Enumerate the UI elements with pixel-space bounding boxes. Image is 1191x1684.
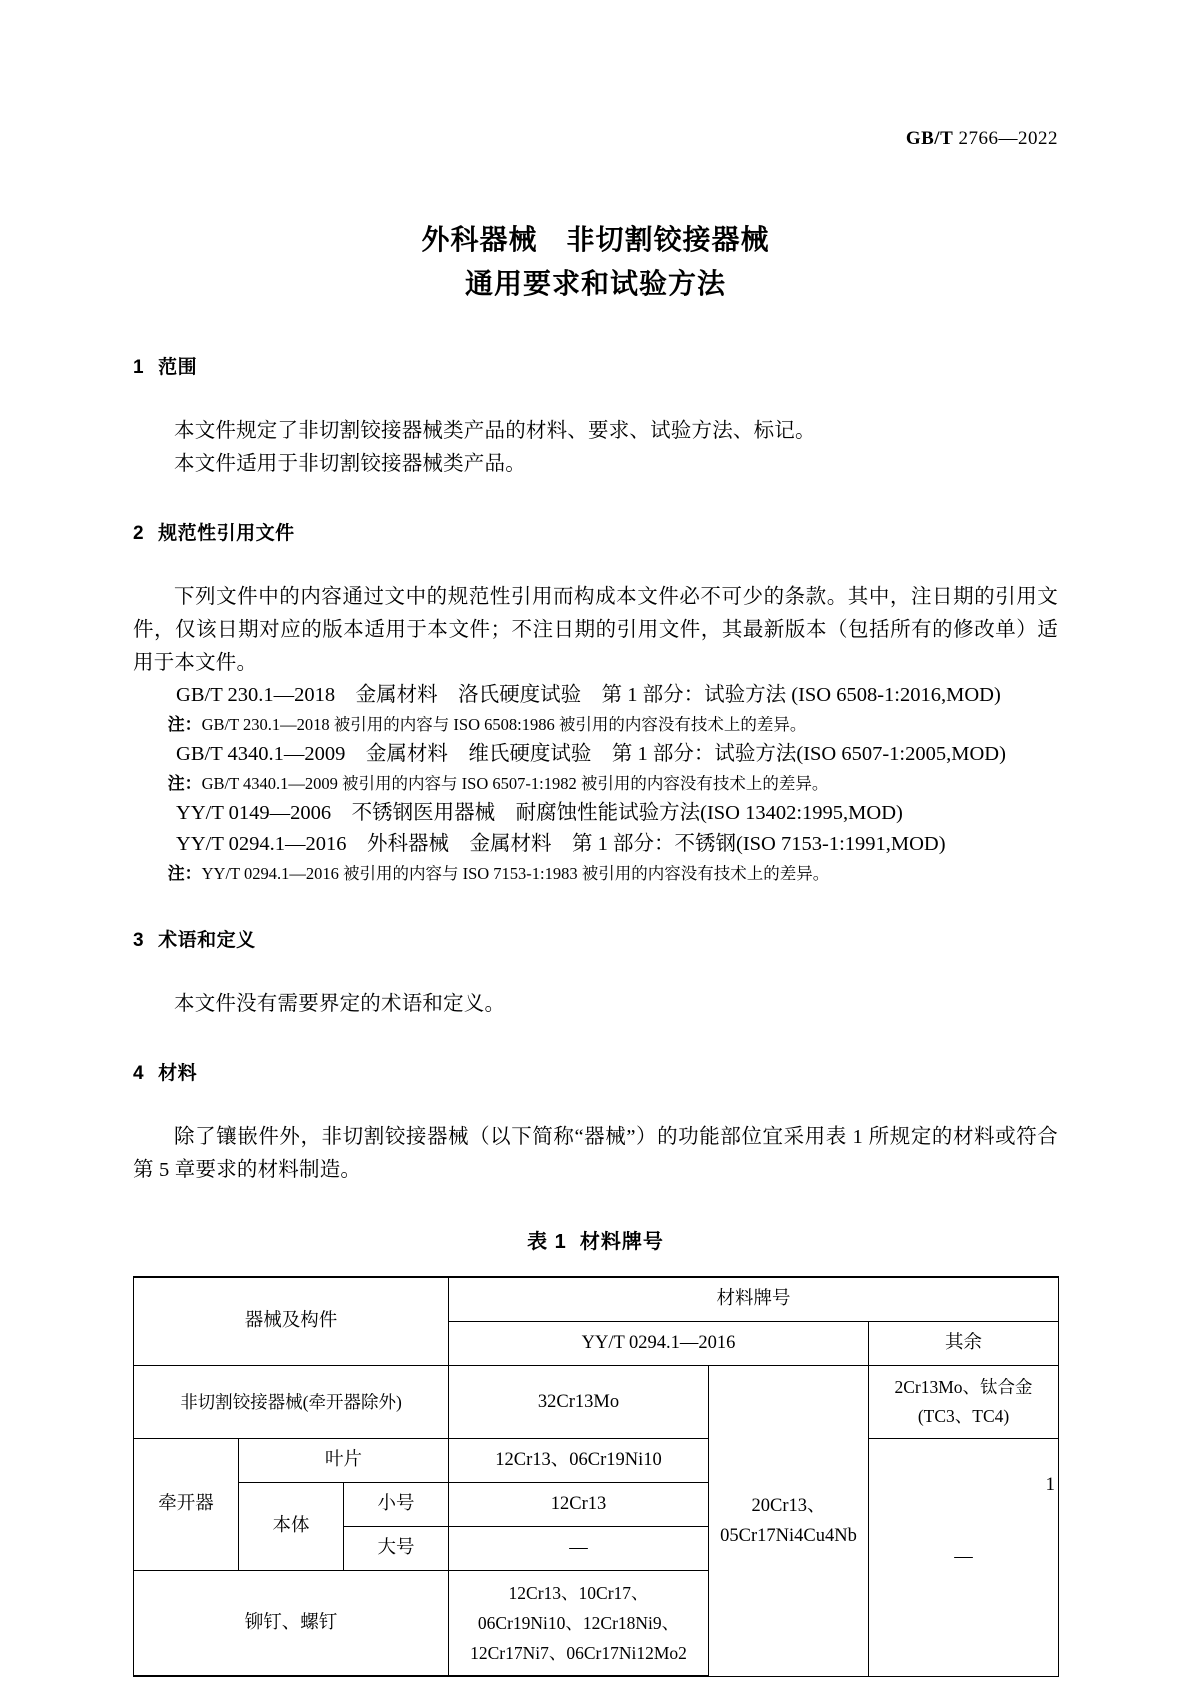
reference-item: GB/T 230.1—2018 金属材料 洛氏硬度试验 第 1 部分：试验方法 (ISO 6508-1:2016,MOD) xyxy=(176,684,1001,706)
reference-item: YY/T 0149—2006 不锈钢医用器械 耐腐蚀性能试验方法(ISO 13402:1995,MOD) xyxy=(176,802,903,824)
cell-merged-grades xyxy=(709,1366,869,1677)
header-cell-yyt-standard: YY/T 0294.1—2016 xyxy=(449,1322,869,1366)
reference-item: GB/T 4340.1—2009 金属材料 维氏硬度试验 第 1 部分：试验方法(ISO 6507-1:2005,MOD) xyxy=(176,743,1006,765)
clause-number-1: 1 xyxy=(133,357,145,378)
merged-grade-line-1: 20Cr13、 xyxy=(751,1495,826,1516)
clause-title-1: 范围 xyxy=(158,357,198,378)
clause-4-paragraph-1: 除了镶嵌件外，非切割铰接器械（以下简称“器械”）的功能部位宜采用表 1 所规定的材料或符合第 5 章要求的材料制造。 xyxy=(133,1126,1058,1181)
cell-blade-grade: 12Cr13、06Cr19Ni10 xyxy=(449,1439,709,1483)
cell-body-small-name: 小号 xyxy=(344,1483,449,1527)
clause-heading-4 xyxy=(133,1061,1058,1087)
standard-number: 2766—2022 xyxy=(958,128,1058,149)
cell-other-grade: 2Cr13Mo、钛合金(TC3、TC4) xyxy=(869,1366,1059,1439)
cell-body-small-grade: 12Cr13 xyxy=(449,1483,709,1527)
header-cell-other: 其余 xyxy=(869,1322,1059,1366)
table-row xyxy=(134,1439,1059,1483)
clause-number-2: 2 xyxy=(133,523,145,544)
note-text: YY/T 0294.1—2016 被引用的内容与 ISO 7153-1:1983 被引用的内容没有技术上的差异。 xyxy=(201,864,830,883)
note-label: 注： xyxy=(167,774,202,793)
clause-heading-3 xyxy=(133,928,1058,954)
page-title xyxy=(0,218,1191,306)
clause-title-3: 术语和定义 xyxy=(158,930,256,951)
header-cell-device: 器械及构件 xyxy=(134,1277,449,1366)
header-cell-group: 材料牌号 xyxy=(449,1277,1059,1322)
reference-item: YY/T 0294.1—2016 外科器械 金属材料 第 1 部分：不锈钢(ISO 7153-1:1991,MOD) xyxy=(176,833,946,855)
clause-1-paragraph-2: 本文件适用于非切割铰接器械类产品。 xyxy=(174,453,526,475)
clause-1-paragraph-1: 本文件规定了非切割铰接器械类产品的材料、要求、试验方法、标记。 xyxy=(174,420,816,442)
note-text: GB/T 230.1—2018 被引用的内容与 ISO 6508:1986 被引用的内容没有技术上的差异。 xyxy=(201,715,807,734)
standard-prefix: GB/T xyxy=(905,128,954,149)
cell-body-large-grade: — xyxy=(449,1527,709,1571)
note-label: 注： xyxy=(167,864,202,883)
clause-title-2: 规范性引用文件 xyxy=(158,523,295,544)
reference-note xyxy=(133,711,1058,739)
table-header-row xyxy=(134,1277,1059,1322)
cell-rivet-grades xyxy=(449,1571,709,1677)
cell-other-dash: — xyxy=(869,1439,1059,1677)
page-number: 1 xyxy=(1045,1474,1055,1495)
document-body xyxy=(133,355,1058,1677)
clause-heading-2 xyxy=(133,521,1058,547)
cell-retractor-group: 牵开器 xyxy=(134,1439,239,1571)
cell-device-name: 非切割铰接器械(牵开器除外) xyxy=(134,1366,449,1439)
reference-note xyxy=(133,860,1058,888)
cell-yyt-grade: 32Cr13Mo xyxy=(449,1366,709,1439)
table-caption xyxy=(133,1225,1058,1254)
table-row xyxy=(134,1366,1059,1439)
note-label: 注： xyxy=(167,715,202,734)
material-grade-table xyxy=(133,1276,1059,1677)
clause-number-4: 4 xyxy=(133,1063,145,1084)
clause-number-3: 3 xyxy=(133,930,145,951)
clause-heading-1 xyxy=(133,355,1058,381)
clause-title-4: 材料 xyxy=(158,1063,198,1084)
note-text: GB/T 4340.1—2009 被引用的内容与 ISO 6507-1:1982 被引用的内容没有技术上的差异。 xyxy=(201,774,829,793)
running-header xyxy=(906,128,1058,150)
table-caption-title: 材料牌号 xyxy=(579,1231,664,1253)
table-caption-label: 表 1 xyxy=(527,1231,567,1253)
merged-grade-line-2: 05Cr17Ni4Cu4Nb xyxy=(720,1525,857,1546)
cell-rivet-name: 铆钉、螺钉 xyxy=(134,1571,449,1677)
title-line-2: 通用要求和试验方法 xyxy=(464,268,726,299)
rivet-grade-line-1: 12Cr13、10Cr17、 xyxy=(508,1583,649,1603)
reference-note xyxy=(133,770,1058,798)
cell-body-name: 本体 xyxy=(239,1483,344,1571)
rivet-grade-line-3: 12Cr17Ni7、06Cr17Ni12Mo2 xyxy=(470,1643,687,1663)
title-line-1: 外科器械 非切割铰接器械 xyxy=(421,224,770,255)
rivet-grade-line-2: 06Cr19Ni10、12Cr18Ni9、 xyxy=(477,1613,680,1633)
clause-2-paragraph-1: 下列文件中的内容通过文中的规范性引用而构成本文件必不可少的条款。其中，注日期的引用文件，仅该日期对应的版本适用于本文件；不注日期的引用文件，其最新版本（包括所有的修改单）适用于本文件。 xyxy=(133,586,1058,674)
cell-body-large-name: 大号 xyxy=(344,1527,449,1571)
clause-3-paragraph-1: 本文件没有需要界定的术语和定义。 xyxy=(174,993,506,1015)
cell-blade-name: 叶片 xyxy=(239,1439,449,1483)
